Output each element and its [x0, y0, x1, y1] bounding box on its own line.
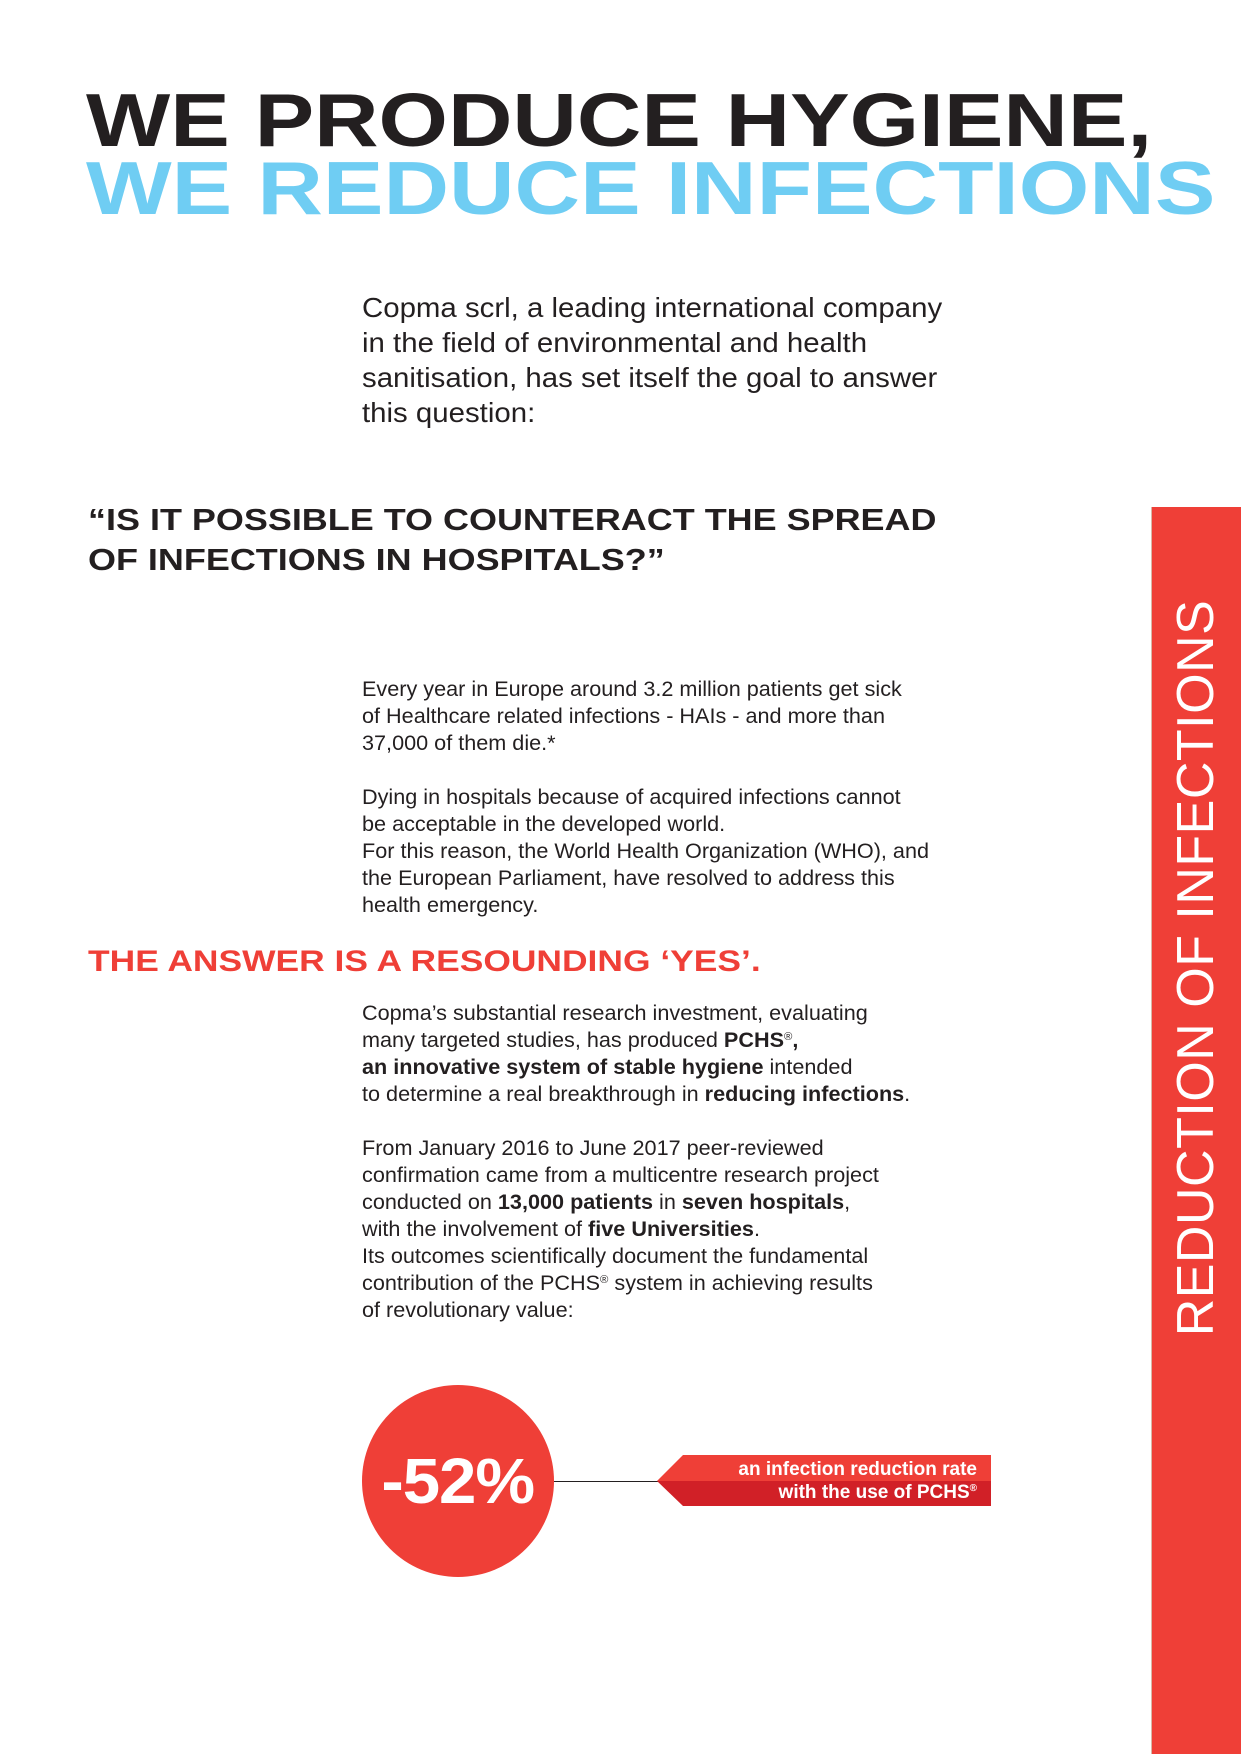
- body-line: [362, 1027, 910, 1054]
- emphasis-text: seven hospitals: [681, 1191, 845, 1214]
- body-line: 37,000 of them die.*: [362, 732, 556, 755]
- callout-line-2: [738, 1481, 977, 1504]
- body-line: be acceptable in the developed world.: [362, 813, 726, 836]
- intro-line: Copma scrl, a leading international company: [362, 292, 943, 323]
- registered-mark: ®: [784, 1031, 793, 1043]
- intro-line: in the field of environmental and health: [362, 327, 868, 358]
- body-line: Its outcomes scientifically document the fundamental: [362, 1245, 869, 1268]
- callout-text: [738, 1458, 977, 1504]
- stat-circle: [362, 1385, 554, 1577]
- headline-line-2: WE REDUCE INFECTIONS: [86, 146, 1216, 230]
- body-line: confirmation came from a multicentre research project: [362, 1164, 879, 1187]
- body-line: [362, 1270, 879, 1297]
- emphasis-text: an innovative system of stable hygiene: [362, 1056, 764, 1079]
- side-band-label-wrapper: [1151, 507, 1241, 1407]
- text-run: many targeted studies, has produced: [362, 1029, 724, 1052]
- side-band-label: REDUCTION OF INFECTIONS: [1167, 599, 1225, 1337]
- connector-line: [554, 1481, 658, 1482]
- registered-mark: ®: [969, 1483, 977, 1494]
- body-line: Every year in Europe around 3.2 million patients get sick: [362, 678, 902, 701]
- question-heading: [88, 500, 937, 580]
- intro-line: sanitisation, has set itself the goal to answer: [362, 362, 938, 393]
- body-line: [362, 1054, 910, 1081]
- intro-line: this question:: [362, 397, 536, 428]
- text-run: contribution of the PCHS: [362, 1272, 601, 1295]
- body-line: Copma’s substantial research investment, evaluating: [362, 1002, 868, 1025]
- body-line: For this reason, the World Health Organization (WHO), and: [362, 840, 930, 863]
- intro-paragraph: [362, 290, 943, 430]
- text-run: with the involvement of: [362, 1218, 589, 1241]
- callout-line-1: an infection reduction rate: [738, 1459, 977, 1480]
- emphasis-text: 13,000 patients: [497, 1191, 654, 1214]
- body-line: of revolutionary value:: [362, 1299, 574, 1322]
- registered-mark: ®: [600, 1274, 609, 1286]
- body-line: [362, 1216, 879, 1243]
- body-line: health emergency.: [362, 894, 539, 917]
- answer-heading: THE ANSWER IS A RESOUNDING ‘YES’.: [88, 945, 761, 978]
- text-run: .: [753, 1218, 760, 1241]
- body-line: [362, 1189, 879, 1216]
- text-run: to determine a real breakthrough in: [362, 1083, 705, 1106]
- body-line: of Healthcare related infections - HAIs - and more than: [362, 705, 885, 728]
- stat-callout: [657, 1455, 991, 1506]
- body-line: Dying in hospitals because of acquired infections cannot: [362, 786, 901, 809]
- study-paragraph: [362, 1135, 879, 1324]
- research-paragraph: [362, 1000, 911, 1108]
- text-run: conducted on: [362, 1191, 498, 1214]
- question-line: OF INFECTIONS IN HOSPITALS?”: [88, 542, 665, 577]
- emphasis-text: five Universities: [588, 1218, 754, 1241]
- headline-line-1: WE PRODUCE HYGIENE,: [86, 78, 1153, 162]
- brand-name: PCHS: [723, 1029, 785, 1052]
- text-run: with the use of PCHS: [778, 1482, 970, 1503]
- text-run: ,: [844, 1191, 851, 1214]
- text-run: system in achieving results: [608, 1272, 873, 1295]
- body-line: the European Parliament, have resolved to address this: [362, 867, 895, 890]
- stat-value: -52%: [381, 1445, 535, 1517]
- emphasis-text: reducing infections: [704, 1083, 905, 1106]
- text-run: .: [904, 1083, 911, 1106]
- text-run: intended: [763, 1056, 853, 1079]
- question-line: “IS IT POSSIBLE TO COUNTERACT THE SPREAD: [88, 502, 937, 537]
- text-run: ,: [792, 1029, 799, 1052]
- body-line: [362, 1081, 910, 1108]
- text-run: in: [653, 1191, 682, 1214]
- statistics-paragraph: [362, 676, 902, 757]
- body-line: From January 2016 to June 2017 peer-reviewed: [362, 1137, 824, 1160]
- emergency-paragraph: [362, 784, 930, 919]
